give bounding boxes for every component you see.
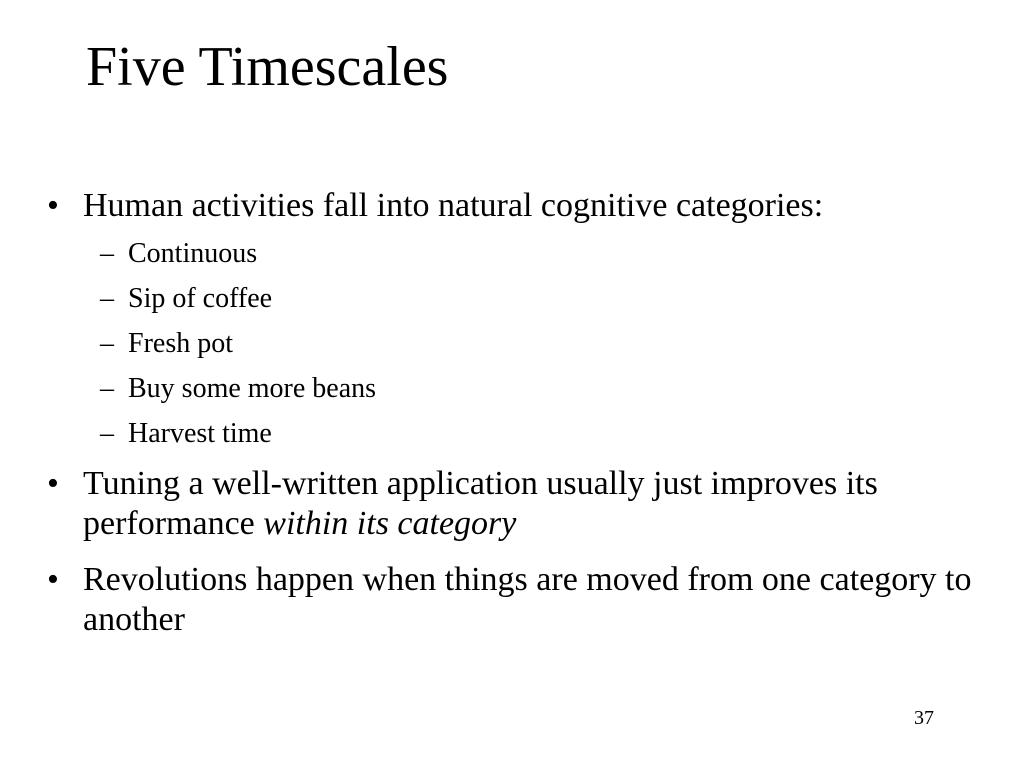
sub-text: Fresh pot	[128, 328, 233, 359]
bullet-item-2	[47, 464, 987, 544]
bullet-marker: •	[47, 187, 59, 224]
sub-item-buy-beans	[100, 372, 376, 406]
bullet-marker: •	[47, 465, 59, 502]
sub-text: Continuous	[128, 238, 258, 269]
sub-text: Sip of coffee	[128, 283, 273, 314]
bullet-emphasis: within its category	[263, 505, 517, 542]
bullet-text: Tuning a well-written application usually just improves its performance	[83, 465, 878, 542]
bullet-item-1	[47, 186, 987, 226]
sub-item-harvest-time	[100, 417, 272, 451]
sub-item-fresh-pot	[100, 327, 233, 361]
bullet-item-3	[47, 560, 987, 640]
sub-marker: –	[100, 418, 114, 449]
slide-title: Five Timescales	[86, 36, 449, 98]
sub-marker: –	[100, 238, 114, 269]
sub-marker: –	[100, 328, 114, 359]
bullet-text-wrapper	[83, 464, 987, 544]
bullet-marker: •	[47, 561, 59, 598]
sub-marker: –	[100, 373, 114, 404]
sub-item-sip-of-coffee	[100, 282, 272, 316]
bullet-text: Human activities fall into natural cognitive categories:	[83, 187, 824, 224]
bullet-text: Revolutions happen when things are moved from one category to another	[83, 561, 972, 638]
sub-item-continuous	[100, 237, 257, 271]
sub-text: Harvest time	[128, 418, 272, 449]
sub-marker: –	[100, 283, 114, 314]
page-number: 37	[914, 707, 934, 729]
sub-text: Buy some more beans	[128, 373, 377, 404]
